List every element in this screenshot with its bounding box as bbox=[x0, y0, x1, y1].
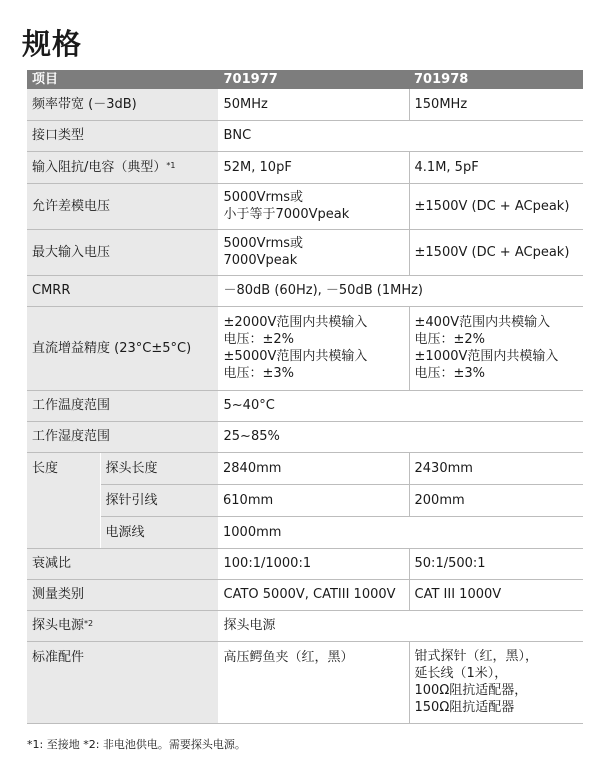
footnote: *1: 至接地 *2: 非电池供电。需要探头电源。 bbox=[27, 738, 246, 751]
value-701977: 610mm bbox=[218, 484, 409, 516]
page-title: 规格 bbox=[22, 27, 83, 61]
row-label: 频率带宽 (－3dB) bbox=[27, 89, 218, 120]
value-701978: CAT III 1000V bbox=[409, 579, 583, 610]
value-701978: 200mm bbox=[409, 484, 583, 516]
value-701978: ±1500V (DC + ACpeak) bbox=[409, 229, 583, 275]
row-label: 工作湿度范围 bbox=[27, 421, 218, 452]
value-701977: 52M, 10pF bbox=[218, 151, 409, 183]
table-row bbox=[27, 610, 583, 641]
row-label: 输入阻抗/电容（典型）$^{*1}$ bbox=[27, 151, 218, 183]
value-701977: CATO 5000V, CATIII 1000V bbox=[218, 579, 409, 610]
footnote-marker: *1 bbox=[166, 160, 176, 170]
value-701978: 150MHz bbox=[409, 89, 583, 120]
value-701977: ±2000V范围内共模输入 电压：±2% ±5000V范围内共模输入 电压：±3% bbox=[218, 306, 409, 390]
table-row bbox=[27, 548, 583, 579]
row-label: CMRR bbox=[27, 275, 218, 306]
table-row bbox=[27, 641, 583, 723]
row-label: 直流增益精度 (23°C±5°C) bbox=[27, 306, 218, 390]
row-label: 最大输入电压 bbox=[27, 229, 218, 275]
table-header-row bbox=[27, 70, 583, 89]
table-row bbox=[27, 120, 583, 151]
value-701978: 4.1M, 5pF bbox=[409, 151, 583, 183]
value-701977: 5000Vrms或 7000Vpeak bbox=[218, 229, 409, 275]
row-label: 测量类别 bbox=[27, 579, 218, 610]
value-701978: ±1500V (DC + ACpeak) bbox=[409, 183, 583, 229]
table-row bbox=[27, 275, 583, 306]
table-row bbox=[27, 390, 583, 421]
value-701978: 2430mm bbox=[409, 452, 583, 484]
value-701977: 100:1/1000:1 bbox=[218, 548, 409, 579]
value-701977: 2840mm bbox=[218, 452, 409, 484]
sub-label: 探头长度 bbox=[100, 452, 218, 484]
table-row bbox=[27, 579, 583, 610]
value-shared: 25~85% bbox=[218, 421, 583, 452]
value-701977: 高压鳄鱼夹（红，黑） bbox=[218, 641, 409, 723]
row-label: 标准配件 bbox=[27, 641, 218, 723]
header-model-701978: 701978 bbox=[409, 70, 583, 89]
value-701978: 50:1/500:1 bbox=[409, 548, 583, 579]
value-shared: －80dB (60Hz), －50dB (1MHz) bbox=[218, 275, 583, 306]
value-shared: BNC bbox=[218, 120, 583, 151]
sub-label: 探针引线 bbox=[100, 484, 218, 516]
value-701977: 5000Vrms或 小于等于7000Vpeak bbox=[218, 183, 409, 229]
sub-label: 电源线 bbox=[100, 516, 218, 548]
row-label: 允许差模电压 bbox=[27, 183, 218, 229]
table-row bbox=[27, 516, 583, 548]
table-row bbox=[27, 229, 583, 275]
spec-table bbox=[27, 70, 583, 724]
table-row bbox=[27, 183, 583, 229]
header-item: 项目 bbox=[27, 70, 218, 89]
header-model-701977: 701977 bbox=[218, 70, 409, 89]
value-701978: ±400V范围内共模输入 电压：±2% ±1000V范围内共模输入 电压：±3% bbox=[409, 306, 583, 390]
value-701978: 钳式探针（红，黑）， 延长线（1米）， 100Ω阻抗适配器， 150Ω阻抗适配器 bbox=[409, 641, 583, 723]
table-row bbox=[27, 151, 583, 183]
row-label: 探头电源$^{*2}$ bbox=[27, 610, 218, 641]
table-row bbox=[27, 306, 583, 390]
row-label: 长度 bbox=[27, 452, 100, 548]
row-label: 衰减比 bbox=[27, 548, 218, 579]
value-701977: 50MHz bbox=[218, 89, 409, 120]
table-row bbox=[27, 89, 583, 120]
row-label: 接口类型 bbox=[27, 120, 218, 151]
table-row bbox=[27, 484, 583, 516]
value-shared: 1000mm bbox=[218, 516, 583, 548]
footnote-marker: *2 bbox=[84, 619, 94, 628]
value-shared: 5~40°C bbox=[218, 390, 583, 421]
value-shared: 探头电源 bbox=[218, 610, 583, 641]
table-row bbox=[27, 452, 583, 484]
row-label: 工作温度范围 bbox=[27, 390, 218, 421]
table-row bbox=[27, 421, 583, 452]
